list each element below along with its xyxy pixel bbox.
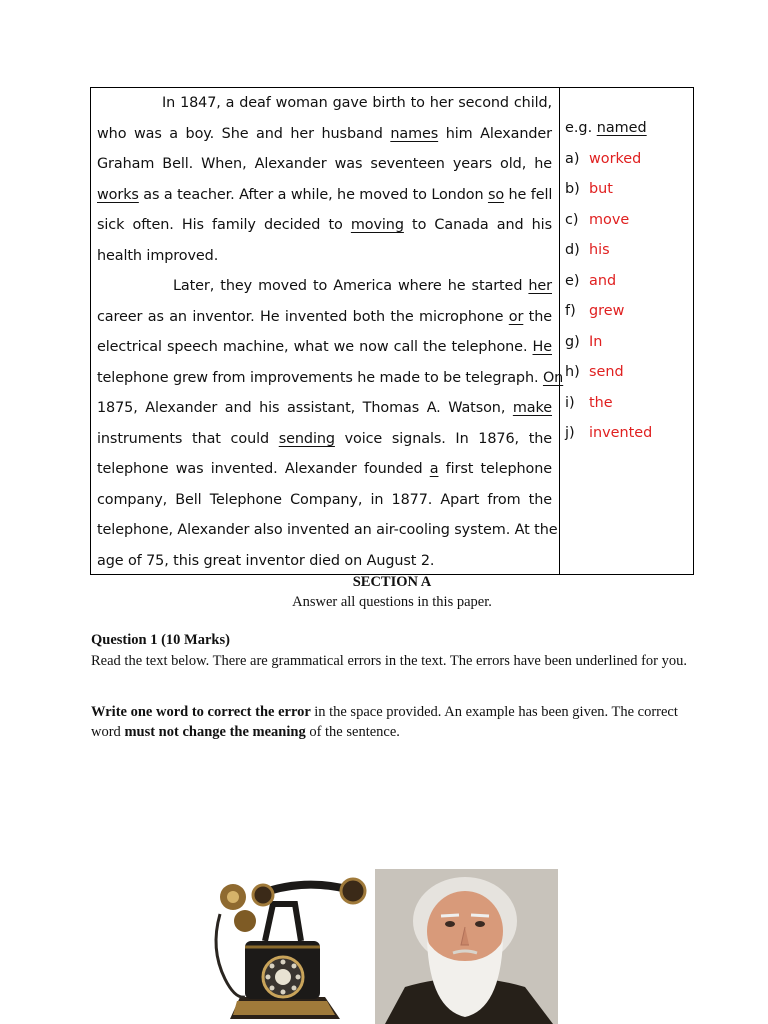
answer-item-word: invented (589, 425, 653, 441)
instruction-text-2: of the sentence. (305, 723, 400, 740)
answer-item-label: h) (565, 364, 580, 380)
passage-line (97, 485, 552, 516)
underlined-error-word: make (512, 400, 552, 416)
underlined-error-word: On (542, 369, 564, 386)
underlined-error-word: so (487, 186, 505, 203)
passage-line (97, 424, 552, 455)
passage-line (97, 119, 552, 150)
passage-text (97, 88, 564, 576)
passage-text-segment: to Canada and his (403, 217, 552, 233)
answer-item-label: e) (565, 272, 580, 289)
answer-item-label: c) (565, 211, 579, 228)
answer-item (565, 327, 690, 358)
underlined-error-word: works (97, 186, 139, 203)
answer-item-word: and (589, 272, 617, 289)
column-divider (559, 88, 560, 574)
underlined-error-word: her (528, 278, 552, 294)
answer-item (565, 144, 690, 175)
answer-item (565, 388, 690, 419)
answer-item-word: worked (589, 150, 642, 167)
passage-text-segment: first telephone (438, 461, 552, 477)
passage-line (97, 180, 552, 211)
passage-text-segment: company, Bell Telephone Company, in 1877. Apart from the (97, 491, 552, 508)
answer-item (565, 235, 690, 266)
answer-item-word: the (589, 394, 613, 411)
answer-item-word: grew (589, 303, 625, 319)
answer-item (565, 174, 690, 205)
section-title: SECTION A (352, 574, 432, 590)
passage-text-segment: sick often. His family decided to (97, 217, 351, 233)
passage-text-segment: health improved. (97, 247, 219, 264)
answer-example (565, 113, 690, 144)
passage-line (97, 454, 552, 485)
passage-line (97, 149, 552, 180)
section-instruction: Answer all questions in this paper. (292, 594, 492, 610)
passage-line (97, 332, 552, 363)
answer-example-word: named (596, 120, 647, 136)
passage-text-segment: who was a boy. She and her husband (97, 125, 391, 142)
underlined-error-word: moving (350, 217, 404, 233)
answer-item (565, 266, 690, 297)
passage-line (97, 363, 564, 394)
passage-text-segment: instruments that could (97, 430, 279, 447)
passage-text-segment: him Alexander (438, 125, 552, 142)
answer-item-label: j) (565, 425, 575, 441)
underlined-error-word: He (532, 339, 552, 355)
passage-text-segment: Graham Bell. When, Alexander was seventeen years old, he (97, 156, 552, 172)
answer-item-label: d) (565, 242, 580, 258)
answer-item-label: b) (565, 181, 580, 197)
passage-text-segment: telephone, Alexander also invented an air-cooling system. At the (97, 522, 558, 538)
passage-line (97, 393, 552, 424)
antique-telephone-icon (205, 869, 370, 1024)
passage-line (97, 515, 558, 546)
answer-item-label: a) (565, 150, 580, 167)
exercise-table (90, 87, 694, 575)
passage-line (97, 210, 552, 241)
passage-text-segment: In 1847, a deaf woman gave birth to her second child, (162, 95, 552, 111)
underlined-error-word: names (390, 125, 439, 142)
answer-example-label: e.g. (565, 120, 593, 136)
underlined-error-word: sending (278, 430, 335, 447)
answer-item (565, 357, 690, 388)
passage-text-segment: as a teacher. After a while, he moved to London (138, 186, 488, 203)
passage-text-segment: telephone grew from improvements he made to be telegraph. (97, 369, 543, 386)
answer-item-label: f) (565, 303, 576, 319)
answer-item-word: his (589, 242, 610, 258)
answer-item-label: i) (565, 394, 575, 411)
passage-text-segment: age of 75, this great inventor died on August 2. (97, 552, 435, 569)
passage-text-segment: Later, they moved to America where he started (173, 278, 529, 294)
underlined-error-word: a (429, 461, 439, 477)
answer-item (565, 205, 690, 236)
answer-item-word: but (589, 181, 613, 197)
passage-line (97, 88, 552, 119)
answer-item (565, 418, 690, 449)
answer-column (565, 113, 690, 449)
passage-text-segment: telephone was invented. Alexander founded (97, 461, 430, 477)
passage-line (97, 271, 552, 302)
passage-text-segment: the (523, 308, 552, 325)
answer-item (565, 296, 690, 327)
instruction-text-1: in the space provided. An example has been given. The correct word (91, 704, 678, 740)
answer-item-word: In (589, 333, 603, 350)
answer-list (565, 144, 690, 449)
passage-text-segment: he fell (504, 186, 553, 203)
inventor-portrait-icon (375, 869, 558, 1024)
instruction-bold-2: must not change the meaning (124, 723, 306, 740)
answer-item-label: g) (565, 333, 580, 350)
passage-text-segment: electrical speech machine, what we now call the telephone. (97, 339, 533, 355)
answer-item-word: move (589, 211, 630, 228)
passage-line (97, 241, 552, 272)
answer-item-word: send (589, 364, 624, 380)
question-instruction-1: Read the text below. There are grammatical errors in the text. The errors have been underlined for you. (91, 653, 688, 669)
question-title: Question 1 (10 Marks) (91, 632, 230, 648)
passage-line (97, 546, 552, 577)
passage-line (97, 302, 552, 333)
passage-text-segment: voice signals. In 1876, the (334, 430, 553, 447)
question-instruction-2 (91, 703, 689, 742)
passage-text-segment: 1875, Alexander and his assistant, Thomas A. Watson, (97, 400, 513, 416)
passage-text-segment: career as an inventor. He invented both the microphone (97, 308, 509, 325)
underlined-error-word: or (508, 308, 524, 325)
instruction-bold-1: Write one word to correct the error (91, 704, 315, 720)
